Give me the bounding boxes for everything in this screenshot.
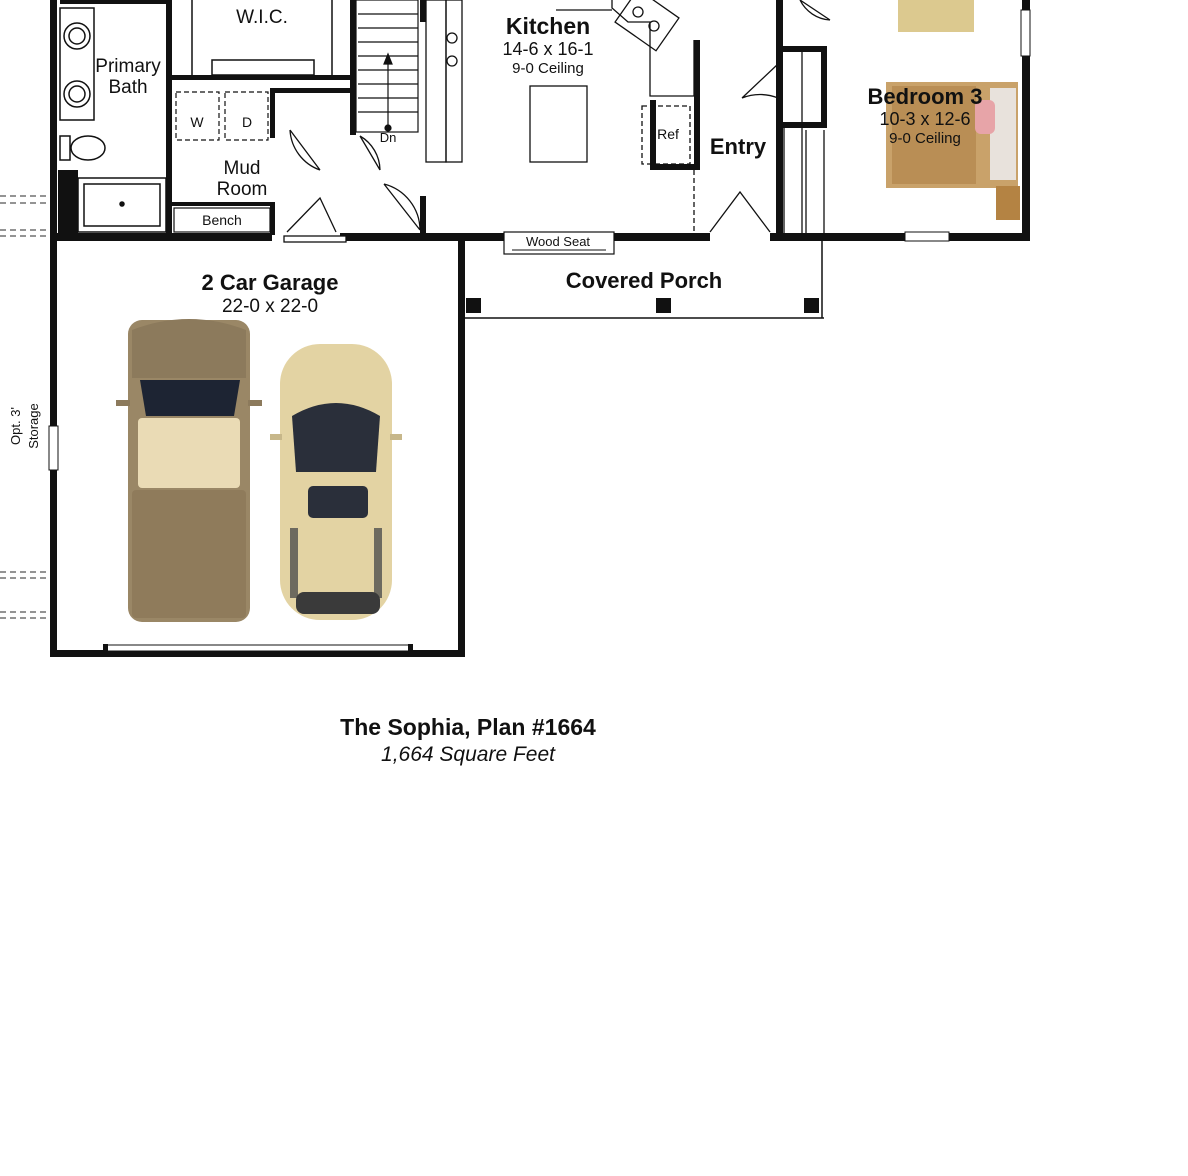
kitchen-size: 14-6 x 16-1 xyxy=(502,39,594,59)
mud-room-label-line2: Room xyxy=(216,179,268,200)
bedroom-window xyxy=(1021,10,1030,56)
bedroom3-ceiling: 9-0 Ceiling xyxy=(889,130,961,147)
stairs-down-label: Dn xyxy=(379,130,397,145)
washer-label: W xyxy=(190,114,204,130)
bench-label: Bench xyxy=(202,212,242,228)
storage-label-line1: Opt. 3' xyxy=(8,407,23,445)
staircase xyxy=(356,0,418,132)
storage-label-line2: Storage xyxy=(26,403,41,449)
covered-porch-label: Covered Porch xyxy=(565,268,723,293)
rug xyxy=(898,0,974,32)
plan-title: The Sophia, Plan #1664 xyxy=(340,714,596,740)
kitchen-label: Kitchen xyxy=(505,13,591,39)
garage-side-window xyxy=(49,426,58,470)
garage-size: 22-0 x 22-0 xyxy=(221,296,319,317)
wic-label: W.I.C. xyxy=(236,7,288,28)
porch-post xyxy=(466,298,481,313)
porch-post xyxy=(656,298,671,313)
entry-label: Entry xyxy=(709,134,767,159)
bedroom3-label: Bedroom 3 xyxy=(867,84,983,109)
garage-label: 2 Car Garage xyxy=(201,270,339,295)
pickup-truck xyxy=(116,319,262,622)
porch-post xyxy=(804,298,819,313)
kitchen-ceiling: 9-0 Ceiling xyxy=(512,60,584,77)
bedroom3-size: 10-3 x 12-6 xyxy=(879,109,971,129)
plan-subtitle: 1,664 Square Feet xyxy=(381,743,555,766)
suv-car xyxy=(270,344,402,620)
dryer-label: D xyxy=(241,114,253,130)
mud-room-label-line1: Mud xyxy=(223,158,261,179)
primary-bath-label-line2: Bath xyxy=(108,77,148,98)
wood-seat-label: Wood Seat xyxy=(525,234,591,249)
refrigerator-label: Ref xyxy=(657,126,679,142)
bedroom-front-window xyxy=(905,232,949,241)
primary-bath-label-line1: Primary xyxy=(95,56,161,77)
